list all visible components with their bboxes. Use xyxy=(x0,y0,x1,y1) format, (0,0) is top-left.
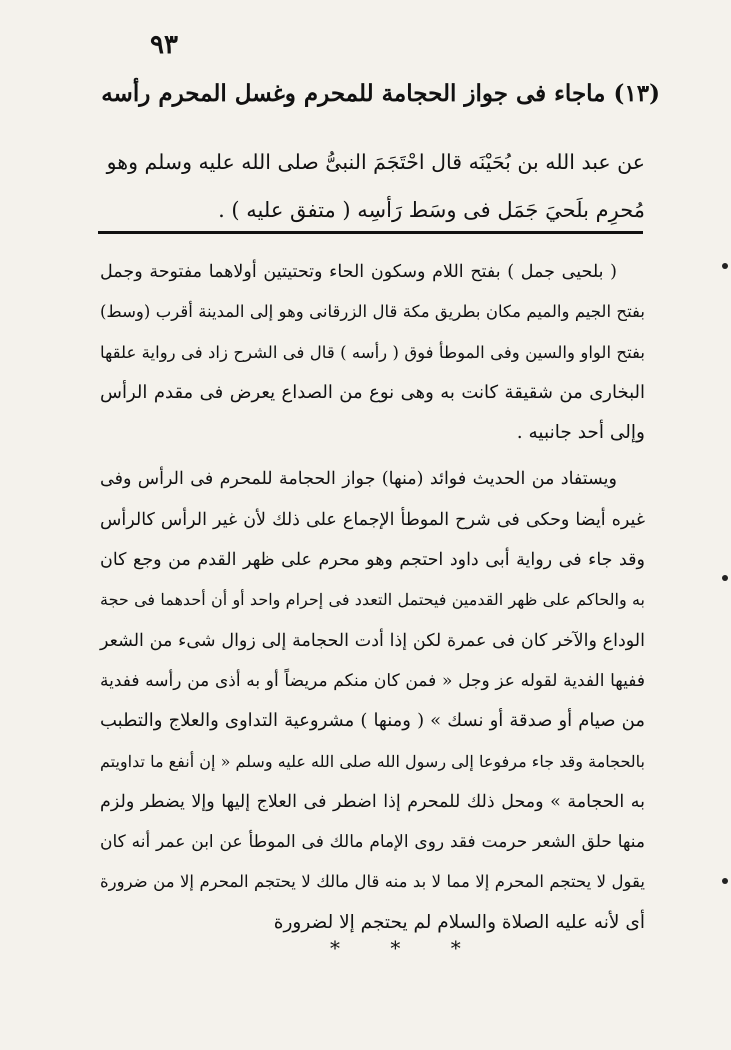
text-line: منها حلق الشعر حرمت فقد روى الإمام مالك فى الموطأ عن ابن عمر أنه كان xyxy=(100,832,645,853)
page-number: ٩٣ xyxy=(150,30,178,60)
text-line: الوداع والآخر كان فى عمرة لكن إذا أدت الحجامة إلى زوال شىء من الشعر xyxy=(100,630,645,651)
text-line: ويستفاد من الحديث فوائد (منها) جواز الحجامة للمحرم فى الرأس وفى xyxy=(100,469,617,490)
hadith-text xyxy=(100,138,645,234)
section-divider xyxy=(98,231,643,234)
text-line: به والحاكم على ظهر القدمين فيحتمل التعدد فى إحرام واحد أو أن أحدهما فى حجة xyxy=(100,590,645,610)
chapter-title: (١٣) ماجاء فى جواز الحجامة للمحرم وغسل المحرم رأسه xyxy=(101,80,660,107)
text-line: بالحجامة وقد جاء مرفوعا إلى رسول الله صلى الله عليه وسلم « إن أنفع ما تداويتم xyxy=(100,751,645,771)
text-line: ففيها الفدية لقوله عز وجل « فمن كان منكم مريضاً أو به أذى من رأسه ففدية xyxy=(100,670,645,691)
scan-speck xyxy=(722,263,728,269)
text-line: البخارى من شقيقة كانت به وهى نوع من الصداع يعرض فى مقدم الرأس xyxy=(100,381,645,403)
text-line: أى لأنه عليه الصلاة والسلام لم يحتجم إلا لضرورة xyxy=(273,911,645,933)
scan-speck xyxy=(722,575,728,581)
commentary-paragraph xyxy=(100,459,645,943)
text-line: وإلى أحد جانبيه . xyxy=(516,422,645,444)
text-line: بفتح الواو والسين وفى الموطأ فوق ( رأسه ) قال فى الشرح زاد فى رواية علقها xyxy=(100,342,645,362)
text-line: به الحجامة » ومحل ذلك للمحرم إذا اضطر فى العلاج إليها وإلا يضطر ولزم xyxy=(100,791,645,812)
commentary xyxy=(100,252,645,943)
text-line: من صيام أو صدقة أو نسك » ( ومنها ) مشروعية التداوى والعلاج والتطبب xyxy=(100,710,645,732)
text-line: وقد جاء فى رواية أبى داود احتجم وهو محرم على ظهر القدم من وجع كان xyxy=(100,550,645,571)
text-line: ( بلحيى جمل ) بفتح اللام وسكون الحاء وتحتيتين أولاهما مفتوحة وجمل xyxy=(100,262,617,282)
end-ornament: * * * xyxy=(330,936,483,960)
hadith-line: مُحرِم بلَحيَ جَمَل فى وسَط رَأسِه ( متفق عليه ) . xyxy=(218,198,645,222)
hadith-line: عن عبد الله بن بُحَيْنَه قال احْتَجَمَ النبىُّ صلى الله عليه وسلم وهو xyxy=(106,150,645,174)
text-line: يقول لا يحتجم المحرم إلا مما لا بد منه قال مالك لا يحتجم المحرم إلا من ضرورة xyxy=(100,872,645,892)
commentary-paragraph xyxy=(100,252,645,453)
scan-speck xyxy=(722,878,728,884)
text-line: غيره أيضا وحكى فى شرح الموطأ الإجماع على ذلك لأن غير الرأس كالرأس xyxy=(100,509,645,530)
text-line: بفتح الجيم والميم مكان بطريق مكة قال الزرقانى وهو إلى المدينة أقرب (وسط) xyxy=(100,302,645,322)
